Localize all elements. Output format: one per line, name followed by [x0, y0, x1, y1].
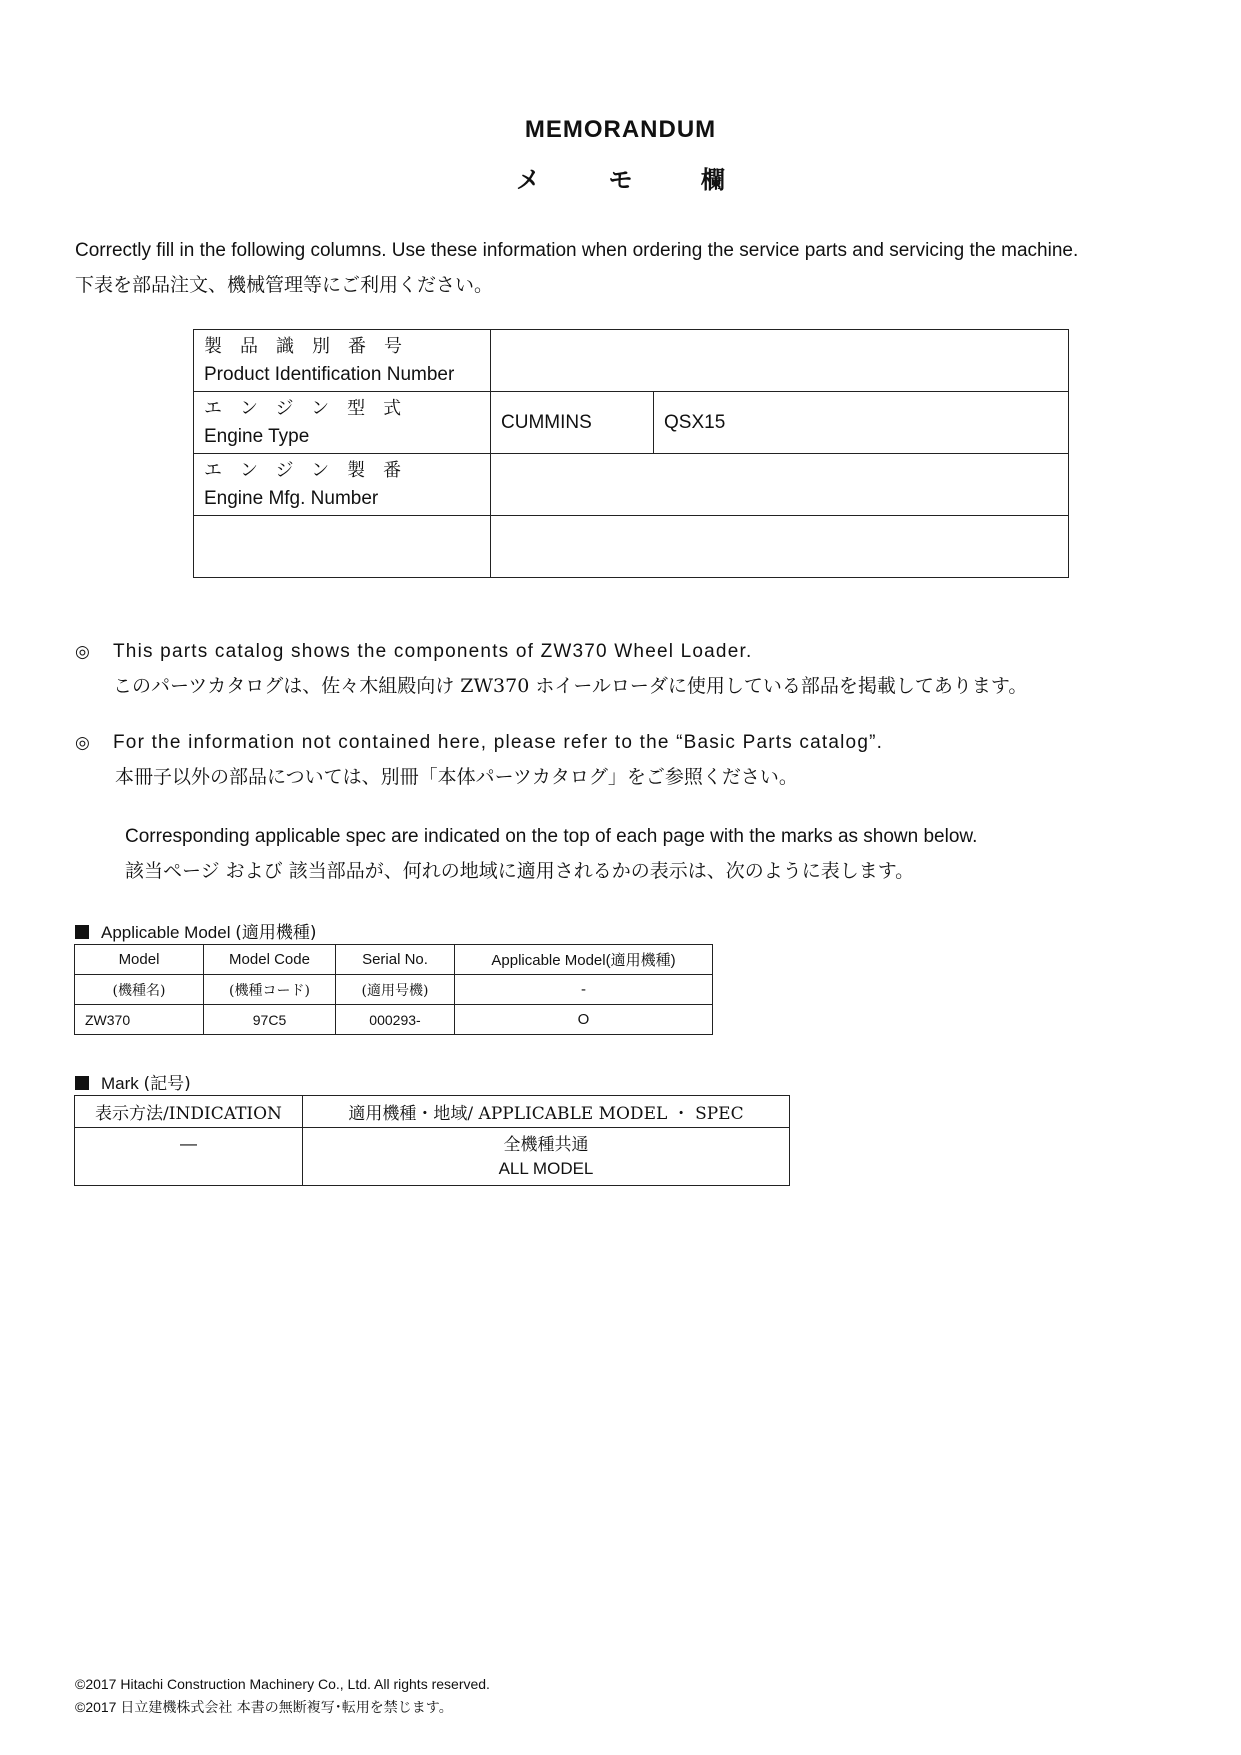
- mark-header-row: [75, 1096, 790, 1128]
- header-applicable: Applicable Model(適用機種): [455, 945, 713, 975]
- copyright-jp: [75, 1697, 453, 1717]
- blank-label-cell[interactable]: [194, 516, 491, 578]
- double-circle-icon: ◎: [75, 642, 90, 662]
- product-id-field[interactable]: [491, 330, 1069, 392]
- product-id-label: [194, 330, 491, 392]
- engine-mfg-label-jp: エンジン製番: [204, 459, 420, 481]
- model-header-row: [75, 945, 713, 975]
- square-bullet-icon: [75, 1076, 89, 1090]
- intro-text-jp: 下表を部品注文、機械管理等にご利用ください。: [75, 274, 494, 296]
- row-model-code: 97C5: [204, 1005, 336, 1035]
- note-1-jp: このパーツカタログは、佐々木組殿向け ZW370 ホイールローダに使用している部品を掲載してあります。: [113, 675, 1028, 697]
- row-indication: —: [75, 1128, 303, 1186]
- engine-type-label: [194, 392, 491, 454]
- header-model-code-jp: (機種コード): [204, 975, 336, 1005]
- spec-note-en: Corresponding applicable spec are indicated on the top of each page with the marks as shown below.: [125, 826, 978, 847]
- mark-heading: [75, 1069, 191, 1094]
- note-2-text: For the information not contained here, please refer to the “Basic Parts catalog”.: [113, 732, 884, 753]
- row-serial: 000293-: [336, 1005, 455, 1035]
- applicable-model-heading-en: Applicable Model: [101, 923, 231, 942]
- header-serial: Serial No.: [336, 945, 455, 975]
- intro-text-en: Correctly fill in the following columns. Use these information when ordering the service parts and servicing the machine.: [75, 240, 1079, 261]
- engine-maker-value: CUMMINS: [491, 392, 654, 454]
- row-applicable-mark: O: [455, 1005, 713, 1035]
- spec-note-jp: 該当ページ および 該当部品が、何れの地域に適用されるかの表示は、次のように表します。: [125, 860, 915, 882]
- engine-model-value: QSX15: [654, 392, 1069, 454]
- memo-table: [193, 329, 1069, 578]
- blank-value-cell[interactable]: [491, 516, 1069, 578]
- row-spec: [303, 1128, 790, 1186]
- model-header-row-jp: [75, 975, 713, 1005]
- applicable-model-heading: [75, 918, 316, 943]
- title-jp-char-3: 欄: [700, 166, 725, 194]
- mark-heading-jp: (記号): [143, 1074, 191, 1094]
- row-spec-jp: 全機種共通: [503, 1134, 589, 1155]
- document-title-jp: [0, 160, 1241, 195]
- copyright-en: ©2017 Hitachi Construction Machinery Co., Ltd. All rights reserved.: [75, 1676, 490, 1692]
- mark-heading-en: Mark: [101, 1074, 139, 1093]
- note-1-en: [75, 641, 752, 663]
- mark-table: [74, 1095, 790, 1186]
- header-applicable-sub: -: [455, 975, 713, 1005]
- copyright-jp-prefix: ©2017: [75, 1699, 117, 1715]
- memo-row-engine-mfg: [194, 454, 1069, 516]
- note-2-en: [75, 732, 883, 754]
- applicable-model-heading-jp: (適用機種): [235, 923, 317, 943]
- table-row: [75, 1128, 790, 1186]
- engine-type-label-jp: エンジン型式: [204, 397, 420, 419]
- square-bullet-icon: [75, 925, 89, 939]
- header-serial-jp: (適用号機): [336, 975, 455, 1005]
- header-model-code: Model Code: [204, 945, 336, 975]
- title-jp-char-1: メ: [516, 166, 541, 194]
- memo-row-blank: [194, 516, 1069, 578]
- memo-row-engine-type: [194, 392, 1069, 454]
- product-id-label-jp: 製品識別番号: [204, 335, 420, 357]
- row-spec-en: ALL MODEL: [498, 1158, 594, 1178]
- title-jp-char-2: モ: [608, 166, 633, 194]
- double-circle-icon: ◎: [75, 733, 90, 753]
- applicable-model-table: [74, 944, 713, 1035]
- engine-mfg-label: [194, 454, 491, 516]
- header-model: Model: [75, 945, 204, 975]
- header-indication: 表示方法/INDICATION: [75, 1096, 303, 1128]
- copyright-jp-text: 日立建機株式会社 本書の無断複写･転用を禁じます。: [120, 1700, 453, 1716]
- engine-type-label-en: Engine Type: [204, 425, 310, 447]
- note-1-text: This parts catalog shows the components of ZW370 Wheel Loader.: [113, 641, 753, 662]
- document-title: MEMORANDUM: [524, 116, 717, 143]
- engine-mfg-label-en: Engine Mfg. Number: [204, 487, 379, 509]
- row-model: ZW370: [75, 1005, 204, 1035]
- product-id-label-en: Product Identification Number: [204, 363, 455, 385]
- note-2-jp: 本冊子以外の部品については、別冊「本体パーツカタログ」をご参照ください。: [115, 766, 798, 788]
- header-applicable-spec: 適用機種・地域/ APPLICABLE MODEL ・ SPEC: [303, 1096, 790, 1128]
- memo-row-product-id: [194, 330, 1069, 392]
- table-row: [75, 1005, 713, 1035]
- engine-mfg-field[interactable]: [491, 454, 1069, 516]
- header-model-jp: (機種名): [75, 975, 204, 1005]
